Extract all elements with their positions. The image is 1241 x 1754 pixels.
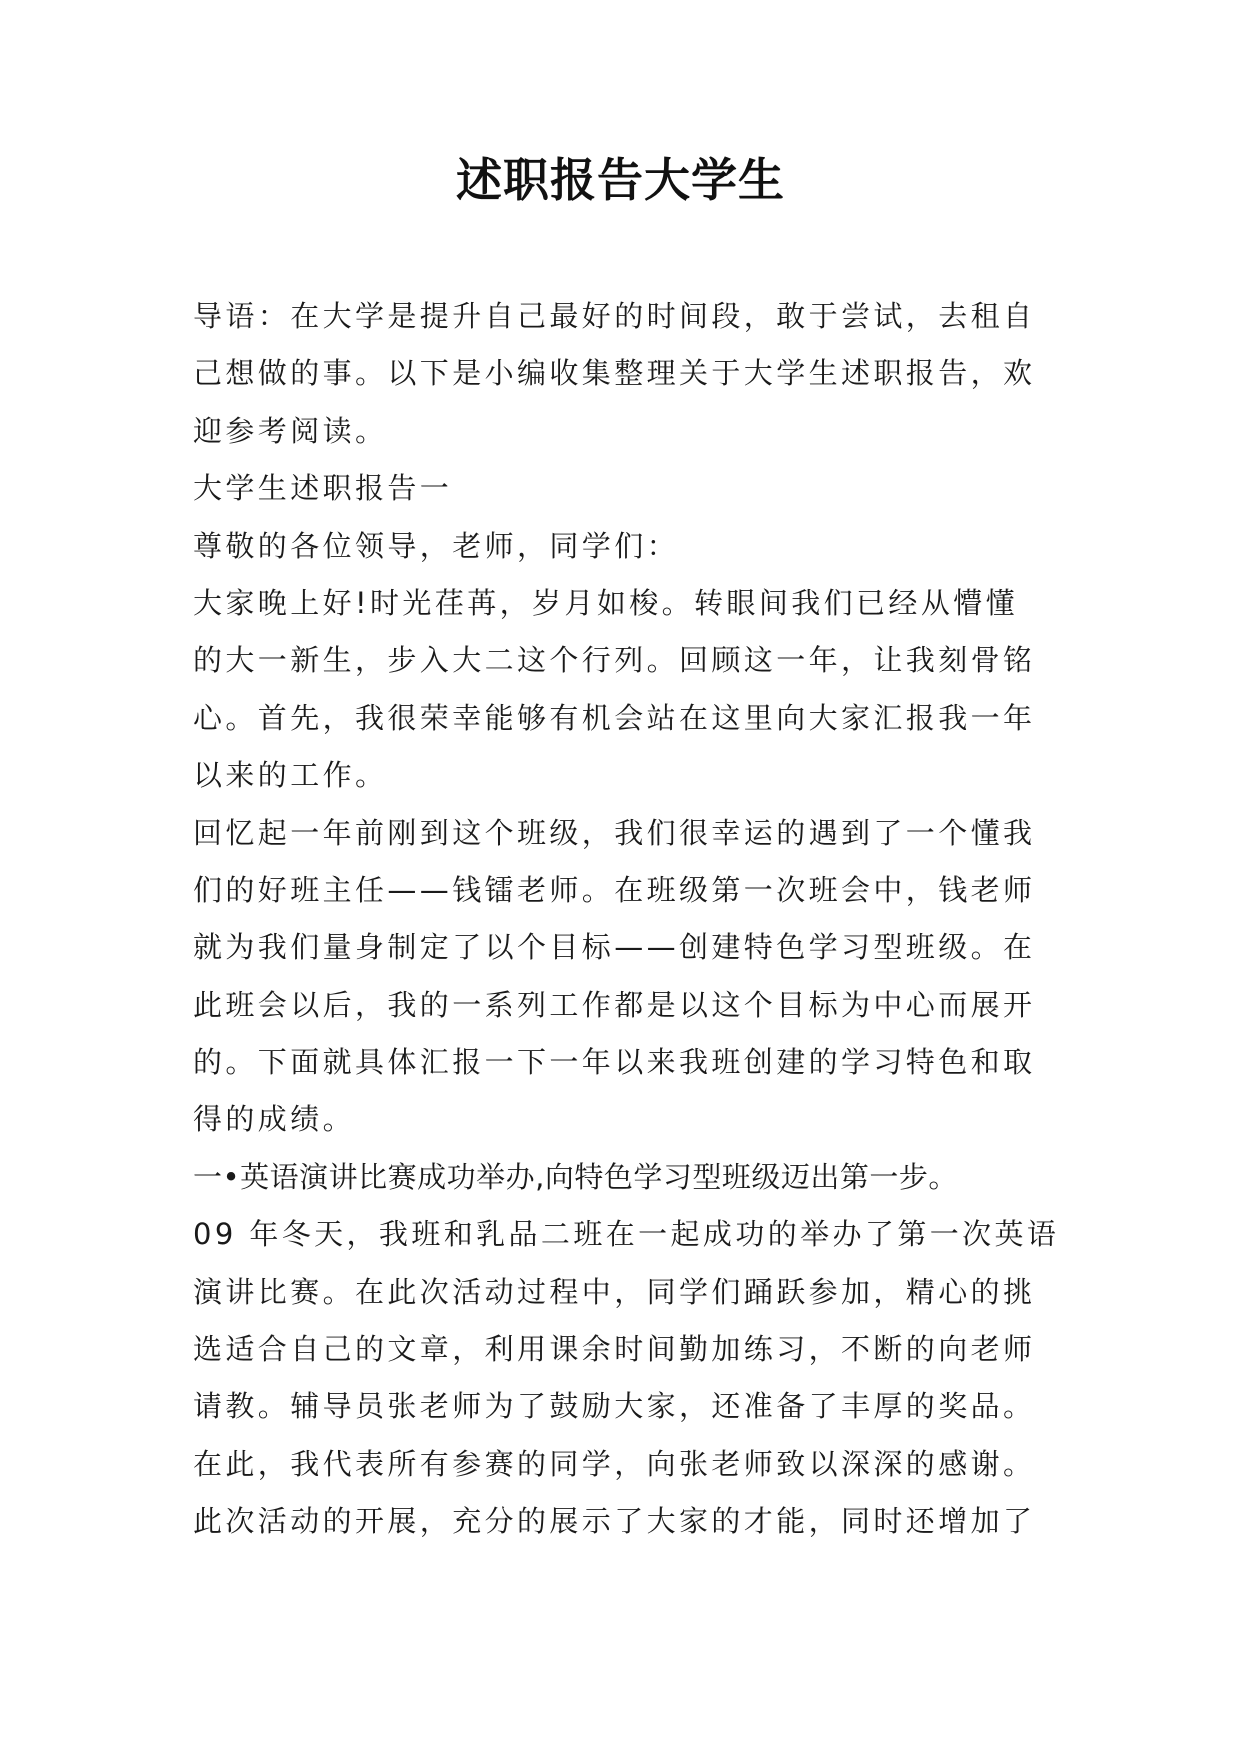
paragraph-line: 此次活动的开展，充分的展示了大家的才能，同时还增加了 (193, 1504, 1036, 1539)
paragraph-line: 迎参考阅读。 (193, 413, 388, 448)
paragraph-line: 己想做的事。以下是小编收集整理关于大学生述职报告，欢 (193, 356, 1036, 391)
paragraph-line: 在此，我代表所有参赛的同学，向张老师致以深深的感谢。 (193, 1446, 1036, 1481)
paragraph-line: 此班会以后，我的一系列工作都是以这个目标为中心而展开 (193, 987, 1036, 1022)
subsection-heading: 一•英语演讲比赛成功举办,向特色学习型班级迈出第一步。 (193, 1159, 958, 1194)
paragraph-line: 以来的工作。 (193, 758, 388, 793)
paragraph-line: 就为我们量身制定了以个目标——创建特色学习型班级。在 (193, 930, 1036, 965)
salutation: 尊敬的各位领导，老师，同学们： (193, 528, 680, 563)
paragraph-line: 导语：在大学是提升自己最好的时间段，敢于尝试，去租自 (193, 299, 1036, 333)
paragraph-line: 大家晚上好!时光荏苒，岁月如梭。转眼间我们已经从懵懂 (193, 585, 1019, 620)
paragraph-line: 的大一新生，步入大二这个行列。回顾这一年，让我刻骨铭 (193, 643, 1036, 678)
paragraph-line: 回忆起一年前刚到这个班级，我们很幸运的遇到了一个懂我 (193, 815, 1036, 850)
paragraph-line: 的。下面就具体汇报一下一年以来我班创建的学习特色和取 (193, 1045, 1036, 1080)
document-title: 述职报告大学生 (456, 153, 785, 207)
paragraph-line: 心。首先，我很荣幸能够有机会站在这里向大家汇报我一年 (193, 700, 1036, 735)
paragraph-line: 选适合自己的文章，利用课余时间勤加练习，不断的向老师 (193, 1332, 1036, 1367)
paragraph-line: 得的成绩。 (193, 1102, 356, 1137)
section-heading: 大学生述职报告一 (193, 471, 453, 506)
paragraph-line: 们的好班主任——钱镭老师。在班级第一次班会中，钱老师 (193, 872, 1036, 907)
paragraph-line: 请教。辅导员张老师为了鼓励大家，还准备了丰厚的奖品。 (193, 1389, 1036, 1424)
paragraph-line: 09 年冬天，我班和乳品二班在一起成功的举办了第一次英语 (193, 1217, 1060, 1252)
document-body (193, 288, 1061, 1551)
paragraph-line: 演讲比赛。在此次活动过程中，同学们踊跃参加，精心的挑 (193, 1274, 1036, 1309)
